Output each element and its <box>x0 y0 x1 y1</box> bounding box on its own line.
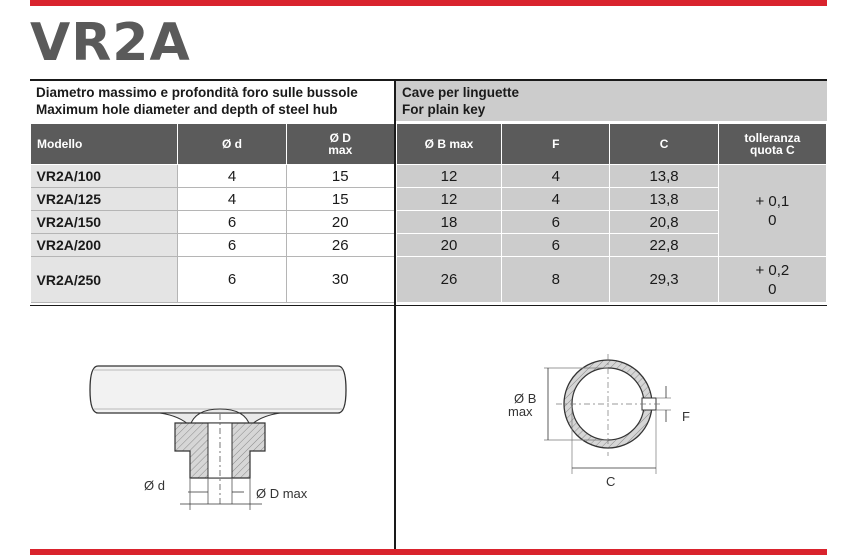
key-caption-english: For plain key <box>402 102 486 117</box>
handwheel-rim <box>90 366 346 413</box>
cell-tolerance <box>718 257 826 303</box>
key-section-header <box>396 81 827 121</box>
key-section-caption <box>402 84 519 118</box>
column-header-F: F <box>502 124 610 165</box>
label-B-line2: max <box>508 404 533 419</box>
cell-D: 15 <box>286 165 394 188</box>
column-header-D <box>286 124 394 165</box>
column-header-D-line1: Ø D <box>329 131 351 145</box>
cell-model: VR2A/150 <box>31 211 178 234</box>
cell-F: 4 <box>502 188 610 211</box>
key-caption-italian: Cave per linguette <box>402 85 520 100</box>
cell-D: 15 <box>286 188 394 211</box>
cell-d: 4 <box>178 165 286 188</box>
cell-d: 6 <box>178 257 286 303</box>
label-F: F <box>682 409 690 424</box>
cell-F: 4 <box>502 165 610 188</box>
hole-section-header <box>30 81 394 121</box>
cell-B: 20 <box>396 234 501 257</box>
cell-d: 6 <box>178 234 286 257</box>
keyway-section-drawing <box>396 306 827 549</box>
cell-model: VR2A/125 <box>31 188 178 211</box>
cell-tolerance <box>718 165 826 257</box>
column-header-B: Ø B max <box>396 124 501 165</box>
cell-C: 29,3 <box>610 257 718 303</box>
tolerance-upper: + 0,2 <box>755 261 790 279</box>
cell-d: 6 <box>178 211 286 234</box>
cell-d: 4 <box>178 188 286 211</box>
tolerance-upper: + 0,1 <box>755 192 790 210</box>
table-row <box>31 211 827 234</box>
dimension-d <box>144 478 244 504</box>
cell-F: 6 <box>502 234 610 257</box>
column-header-tolerance-line1: tolleranza <box>744 131 801 145</box>
table-row <box>31 165 827 188</box>
table-row <box>31 234 827 257</box>
cell-B: 12 <box>396 165 501 188</box>
dimensions-table <box>30 123 827 303</box>
cell-C: 22,8 <box>610 234 718 257</box>
column-header-tolerance <box>718 124 826 165</box>
tolerance-lower: 0 <box>768 211 777 229</box>
column-header-C: C <box>610 124 718 165</box>
cell-C: 13,8 <box>610 188 718 211</box>
page-title: VR2A <box>30 13 191 73</box>
hub-section-drawing <box>30 306 394 549</box>
dimension-F <box>656 386 690 424</box>
column-header-model: Modello <box>31 124 178 165</box>
cell-C: 13,8 <box>610 165 718 188</box>
hole-section-caption <box>36 84 358 118</box>
cell-D: 20 <box>286 211 394 234</box>
label-D: Ø D max <box>256 486 308 501</box>
table-row <box>31 257 827 303</box>
cell-D: 26 <box>286 234 394 257</box>
cell-F: 6 <box>502 211 610 234</box>
cell-model: VR2A/250 <box>31 257 178 303</box>
tolerance-lower: 0 <box>768 280 777 298</box>
cell-B: 26 <box>396 257 501 303</box>
table-row <box>31 188 827 211</box>
cell-C: 20,8 <box>610 211 718 234</box>
cell-B: 12 <box>396 188 501 211</box>
bottom-accent-bar <box>30 549 827 555</box>
top-accent-bar <box>30 0 827 6</box>
cell-model: VR2A/100 <box>31 165 178 188</box>
label-B-line1: Ø B <box>514 391 537 406</box>
hole-caption-english: Maximum hole diameter and depth of steel hub <box>36 102 338 117</box>
cell-B: 18 <box>396 211 501 234</box>
dimension-D <box>180 478 308 510</box>
cell-D: 30 <box>286 257 394 303</box>
cell-F: 8 <box>502 257 610 303</box>
cell-model: VR2A/200 <box>31 234 178 257</box>
table-header-row <box>31 124 827 165</box>
hole-caption-italian: Diametro massimo e profondità foro sulle bussole <box>36 85 358 100</box>
label-d: Ø d <box>144 478 165 493</box>
label-C: C <box>606 474 616 489</box>
column-header-tolerance-line2: quota C <box>750 143 795 157</box>
column-header-D-line2: max <box>328 143 353 157</box>
hub-ring <box>556 354 660 456</box>
column-header-d: Ø d <box>178 124 286 165</box>
